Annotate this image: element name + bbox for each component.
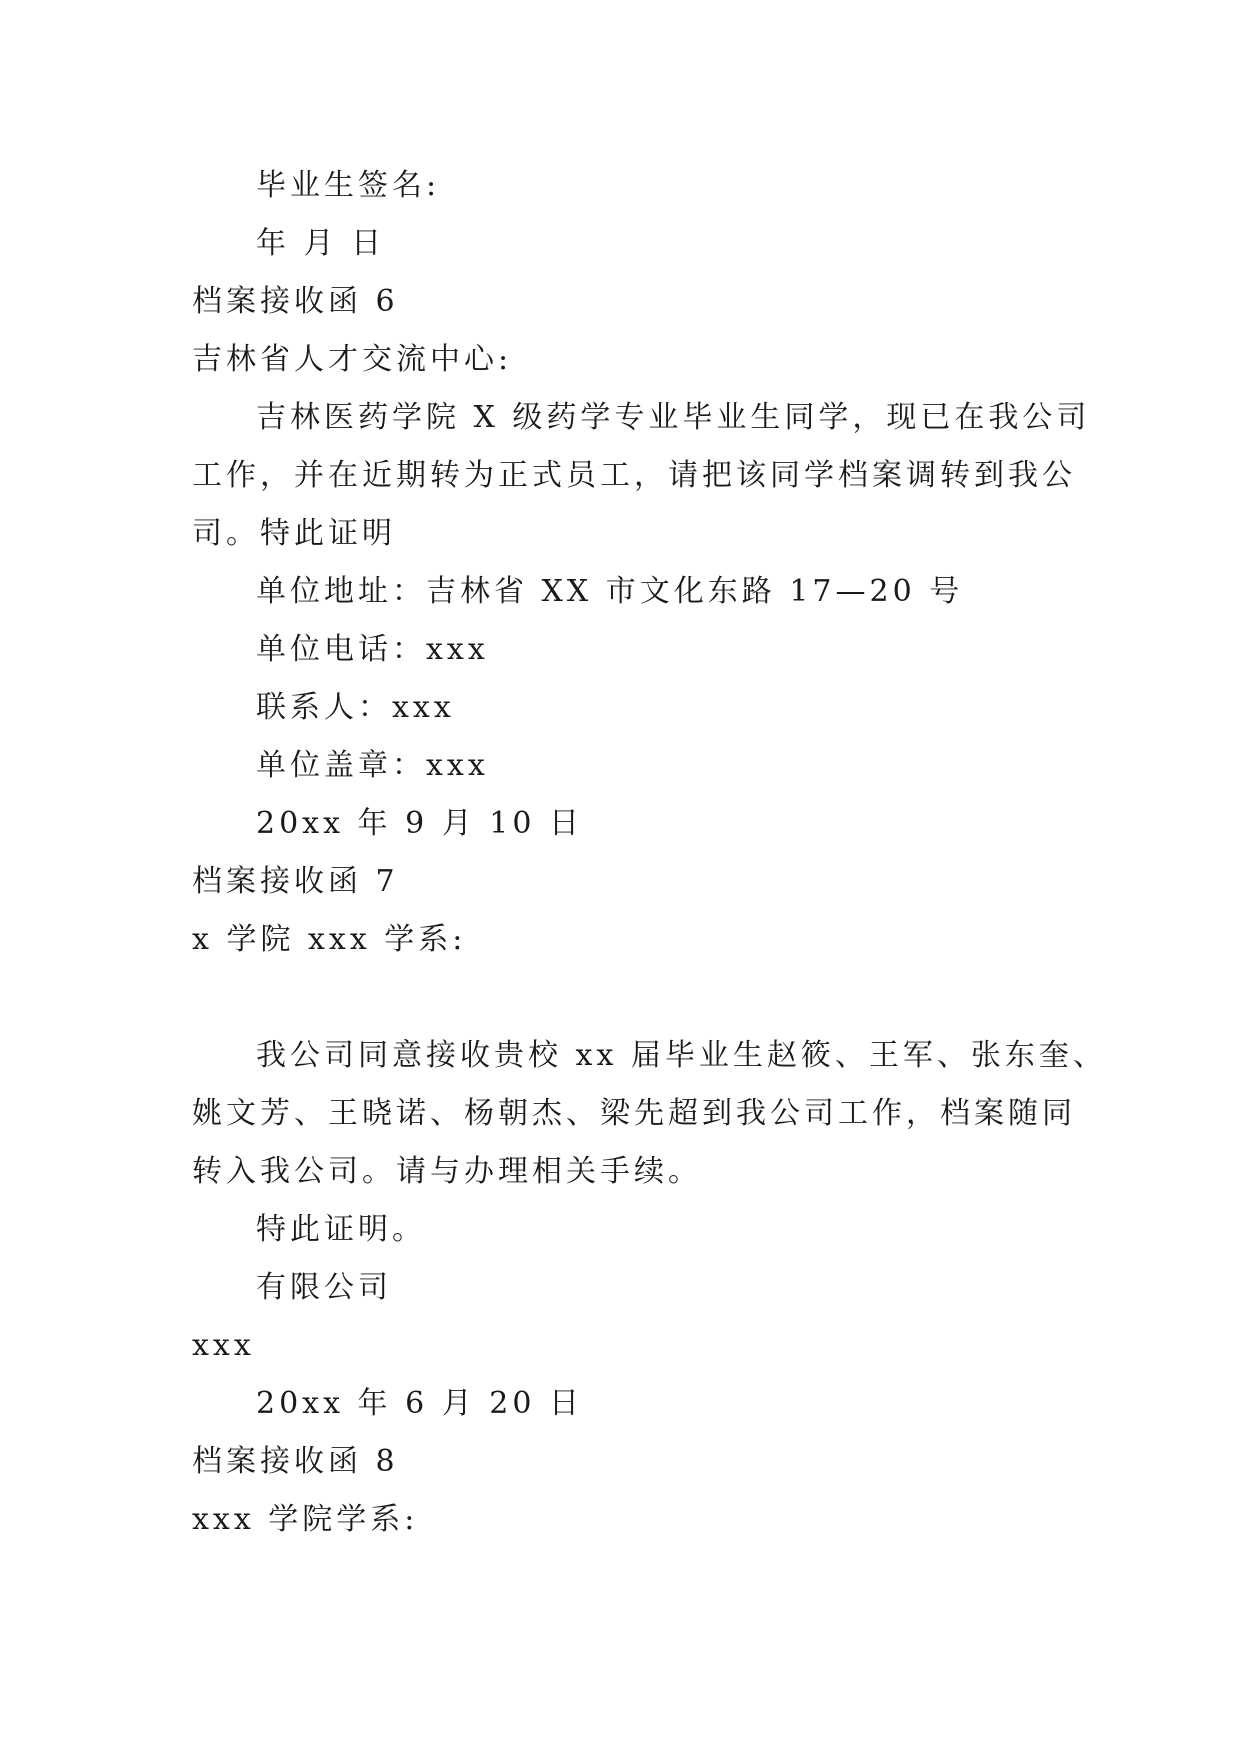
letter-7-recipient: x 学院 xxx 学系: <box>192 922 467 957</box>
letter-6-heading: 档案接收函 6 <box>192 284 399 319</box>
graduate-signature-line: 毕业生签名: <box>256 168 441 203</box>
letter-6-date: 20xx 年 9 月 10 日 <box>256 806 583 841</box>
letter-7-body-line-1: 我公司同意接收贵校 xx 届毕业生赵筱、王军、张东奎、 <box>256 1038 1107 1073</box>
unit-phone: 单位电话：xxx <box>256 632 489 667</box>
contact-person: 联系人：xxx <box>256 690 455 725</box>
date-line: 年 月 日 <box>256 226 386 261</box>
letter-7-body-line-3: 转入我公司。请与办理相关手续。 <box>192 1154 702 1189</box>
letter-6-body-line-2: 工作，并在近期转为正式员工，请把该同学档案调转到我公 <box>192 458 1076 493</box>
letter-7-certify: 特此证明。 <box>256 1212 426 1247</box>
letter-6-body-line-3: 司。特此证明 <box>192 516 396 551</box>
company-name: 有限公司 <box>256 1270 392 1305</box>
letter-6-recipient: 吉林省人才交流中心: <box>192 342 513 377</box>
unit-address: 单位地址：吉林省 XX 市文化东路 17—20 号 <box>256 574 964 609</box>
company-placeholder: xxx <box>192 1328 255 1363</box>
letter-8-heading: 档案接收函 8 <box>192 1444 399 1479</box>
letter-7-heading: 档案接收函 7 <box>192 864 399 899</box>
unit-seal: 单位盖章：xxx <box>256 748 489 783</box>
letter-8-recipient: xxx 学院学系: <box>192 1502 419 1537</box>
letter-6-body-line-1: 吉林医药学院 X 级药学专业毕业生同学，现已在我公司 <box>256 400 1091 435</box>
letter-7-date: 20xx 年 6 月 20 日 <box>256 1386 583 1421</box>
letter-7-body-line-2: 姚文芳、王晓诺、杨朝杰、梁先超到我公司工作，档案随同 <box>192 1096 1076 1131</box>
